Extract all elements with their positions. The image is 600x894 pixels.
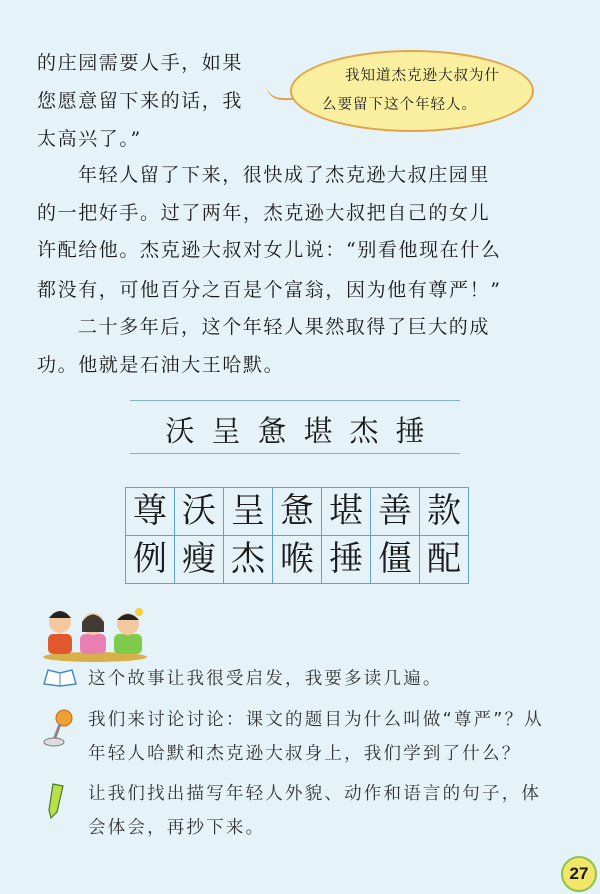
microphone-icon — [42, 708, 76, 748]
story-line: 功。他就是石油大王哈默。 — [37, 354, 285, 376]
char-cell: 配 — [420, 536, 469, 584]
char-cell: 善 — [371, 488, 420, 536]
divider — [130, 400, 460, 401]
bubble-text: 么要留下这个年轻人。 — [322, 97, 477, 113]
activity-text: 让我们找出描写年轻人外貌、动作和语言的句子，体 — [88, 784, 542, 804]
char-cell: 瘦 — [175, 536, 224, 584]
page-number: 27 — [561, 856, 597, 892]
char-cell: 呈 — [224, 488, 273, 536]
story-line: 都没有，可他百分之百是个富翁，因为他有尊严！” — [37, 279, 502, 301]
table-row — [126, 536, 469, 584]
book-icon — [42, 666, 78, 688]
story-line: 年轻人留了下来，很快成了杰克逊大叔庄园里 — [78, 164, 491, 186]
activity-text: 会体会，再抄下来。 — [88, 818, 266, 838]
children-illustration-icon — [40, 602, 150, 664]
story-line: 太高兴了。” — [37, 128, 142, 150]
table-row — [126, 488, 469, 536]
story-line: 二十多年后，这个年轻人果然取得了巨大的成 — [78, 316, 491, 338]
bubble-text: 我知道杰克逊大叔为什 — [345, 68, 500, 84]
activity-text: 年轻人哈默和杰克逊大叔身上，我们学到了什么？ — [88, 744, 522, 764]
activity-text: 我们来讨论讨论：课文的题目为什么叫做“尊严”？从 — [88, 710, 544, 730]
speech-bubble — [290, 50, 534, 132]
char-cell: 沃 — [175, 488, 224, 536]
char-cell: 例 — [126, 536, 175, 584]
pencil-icon — [45, 782, 69, 822]
char-cell: 堪 — [322, 488, 371, 536]
char-cell: 惫 — [273, 488, 322, 536]
story-line: 的一把好手。过了两年，杰克逊大叔把自己的女儿 — [37, 202, 491, 224]
story-line: 许配给他。杰克逊大叔对女儿说：“别看他现在什么 — [37, 239, 502, 261]
story-line: 的庄园需要人手，如果 — [37, 52, 244, 74]
char-cell: 杰 — [224, 536, 273, 584]
char-cell: 款 — [420, 488, 469, 536]
char-cell: 僵 — [371, 536, 420, 584]
write-characters-title: 沃呈惫堪杰捶 — [165, 414, 442, 448]
activity-text: 这个故事让我很受启发，我要多读几遍。 — [88, 669, 443, 689]
story-line: 您愿意留下来的话，我 — [37, 90, 244, 112]
char-cell: 捶 — [322, 536, 371, 584]
char-cell: 喉 — [273, 536, 322, 584]
char-cell: 尊 — [126, 488, 175, 536]
read-characters-table — [125, 487, 469, 584]
divider — [130, 453, 460, 454]
